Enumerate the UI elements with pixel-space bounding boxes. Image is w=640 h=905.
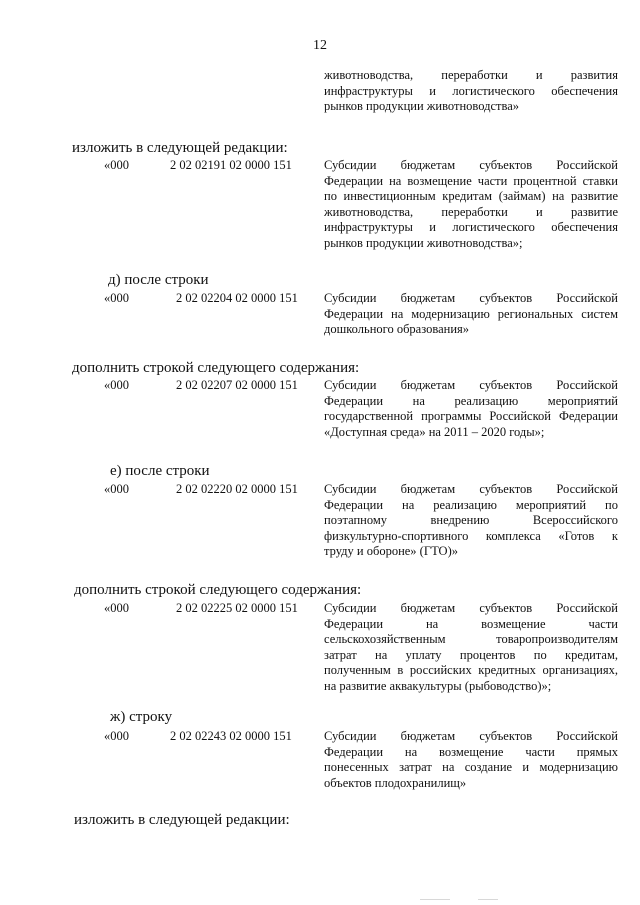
scan-mark: [478, 899, 498, 900]
entry-prefix: «000: [104, 378, 129, 392]
description-line: государственной программы Российской Федерации: [324, 409, 618, 423]
description-line: физкультурно-спортивного комплекса «Готов к: [324, 528, 618, 543]
description-line: Субсидии бюджетам субъектов Российской: [324, 601, 618, 615]
description-line: на развитие аквакультуры (рыбоводство)»;: [324, 678, 552, 693]
budget-code: 2 02 02220 02 0000 151: [176, 482, 298, 496]
entry-prefix: «000: [104, 729, 129, 743]
budget-code: 2 02 02225 02 0000 151: [176, 601, 298, 615]
description-line: Федерации на возмещение части процентной ставки: [324, 173, 618, 188]
budget-code: 2 02 02207 02 0000 151: [176, 378, 298, 392]
entry-description: [324, 291, 618, 338]
description-line: по инвестиционным кредитам (займам) на развитие: [324, 189, 618, 203]
description-line: сельскохозяйственным товаропроизводителям: [324, 632, 618, 646]
description-line: «Доступная среда» на 2011 – 2020 годы»;: [324, 424, 545, 439]
description-line: понесенных затрат на создание и модернизацию: [324, 760, 618, 774]
description-line: Федерации на модернизацию региональных систем: [324, 306, 618, 321]
description-line: рынков продукции животноводства»;: [324, 235, 523, 250]
instruction-text: изложить в следующей редакции:: [74, 812, 290, 828]
budget-code: 2 02 02204 02 0000 151: [176, 291, 298, 305]
entry-prefix: «000: [104, 482, 129, 496]
instruction-text: ж) строку: [110, 709, 173, 725]
entry-prefix: «000: [104, 291, 129, 305]
entry-description: [324, 729, 618, 791]
description-line: Федерации на возмещение части: [324, 616, 618, 631]
description-line: труду и обороне» (ГТО)»: [324, 544, 458, 558]
instruction-text: д) после строки: [108, 272, 209, 288]
instruction-text: изложить в следующей редакции:: [72, 140, 288, 156]
entry-description: [324, 378, 618, 440]
description-line: дошкольного образования»: [324, 322, 470, 336]
description-line: поэтапному внедрению Всероссийского: [324, 513, 618, 527]
description-line: полученным в российских кредитных организациях,: [324, 663, 618, 677]
description-line: Федерации на реализацию мероприятий по: [324, 497, 618, 512]
description-line: Субсидии бюджетам субъектов Российской: [324, 729, 618, 743]
description-line: Субсидии бюджетам субъектов Российской: [324, 158, 618, 172]
entry-description: [324, 158, 618, 251]
description-line: животноводства, переработки и развития: [324, 68, 618, 82]
description-line: Субсидии бюджетам субъектов Российской: [324, 291, 618, 305]
scan-mark: [420, 899, 450, 900]
instruction-text: е) после строки: [110, 463, 210, 479]
description-line: затрат на уплату процентов по кредитам,: [324, 647, 618, 662]
entry-description: [324, 482, 618, 560]
description-line: инфраструктуры и логистического обеспечения: [324, 83, 618, 98]
instruction-text: дополнить строкой следующего содержания:: [74, 582, 362, 598]
description-line: Субсидии бюджетам субъектов Российской: [324, 482, 618, 496]
entry-prefix: «000: [104, 601, 129, 615]
description-line: животноводства, переработки и развитие: [324, 204, 618, 219]
description-line: инфраструктуры и логистического обеспечения: [324, 220, 618, 234]
entry-description-continued: [324, 68, 618, 115]
page-number: 12: [313, 38, 327, 53]
description-line: рынков продукции животноводства»: [324, 99, 520, 113]
description-line: Субсидии бюджетам субъектов Российской: [324, 378, 618, 392]
budget-code: 2 02 02191 02 0000 151: [170, 158, 292, 172]
entry-description: [324, 601, 618, 694]
description-line: Федерации на реализацию мероприятий: [324, 393, 618, 408]
instruction-text: дополнить строкой следующего содержания:: [72, 360, 360, 376]
description-line: Федерации на возмещение части прямых: [324, 744, 618, 759]
description-line: объектов плодохранилищ»: [324, 775, 467, 790]
budget-code: 2 02 02243 02 0000 151: [170, 729, 292, 743]
entry-prefix: «000: [104, 158, 129, 172]
